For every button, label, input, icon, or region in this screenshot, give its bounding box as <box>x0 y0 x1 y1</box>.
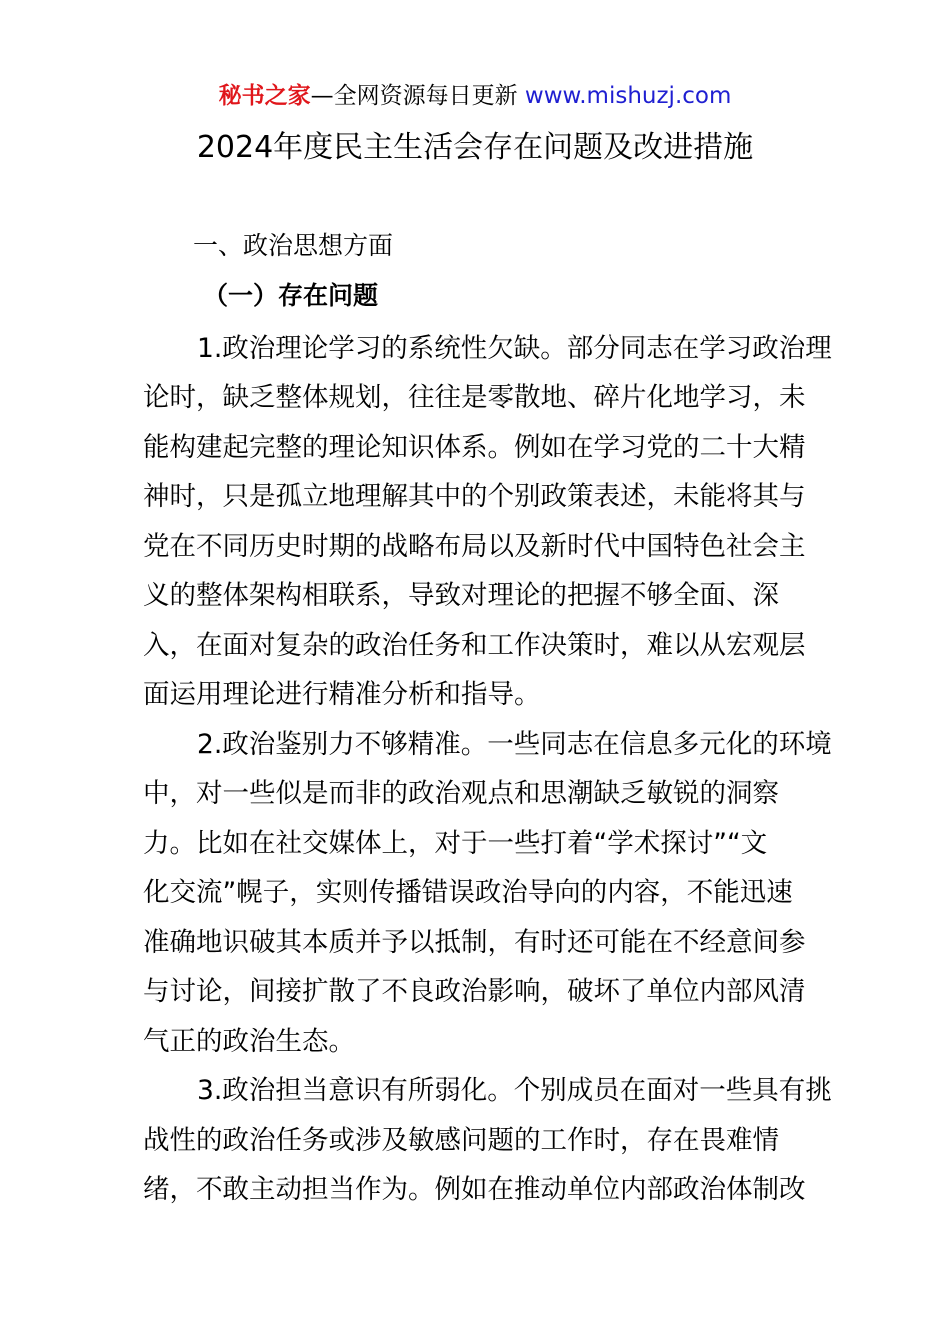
text-line: 面运用理论进行精准分析和指导。 <box>143 679 541 710</box>
text-line: 战性的政治任务或涉及敏感问题的工作时，存在畏难情 <box>143 1125 779 1156</box>
site-url-link[interactable]: www.mishuzj.com <box>524 83 732 109</box>
text-line: 化交流”幌子，实则传播错误政治导向的内容，不能迅速 <box>143 877 793 908</box>
text-line: 与讨论，间接扩散了不良政治影响，破坏了单位内部风清 <box>143 976 806 1007</box>
text-line: 力。比如在社交媒体上，对于一些打着“学术探讨”“文 <box>143 828 768 859</box>
brand-name: 秘书之家 <box>218 83 311 109</box>
text-line: 准确地识破其本质并予以抵制，有时还可能在不经意间参 <box>143 927 806 958</box>
section-heading: 一、政治思想方面 <box>193 231 394 260</box>
text-line: 神时，只是孤立地理解其中的个别政策表述，未能将其与 <box>143 481 806 512</box>
text-line: 2.政治鉴别力不够精准。一些同志在信息多元化的环境 <box>197 729 832 760</box>
text-line: 绪，不敢主动担当作为。例如在推动单位内部政治体制改 <box>143 1174 806 1205</box>
document-title: 2024年度民主生活会存在问题及改进措施 <box>196 130 754 165</box>
header-tagline: —全网资源每日更新 <box>310 83 518 109</box>
text-line: 气正的政治生态。 <box>143 1026 355 1057</box>
site-header <box>0 80 950 112</box>
text-line: 1.政治理论学习的系统性欠缺。部分同志在学习政治理 <box>197 333 832 364</box>
text-line: 3.政治担当意识有所弱化。个别成员在面对一些具有挑 <box>197 1075 832 1106</box>
text-line: 中，对一些似是而非的政治观点和思潮缺乏敏锐的洞察 <box>143 778 779 809</box>
text-line: 党在不同历史时期的战略布局以及新时代中国特色社会主 <box>143 531 806 562</box>
text-line: 论时，缺乏整体规划，往往是零散地、碎片化地学习，未 <box>143 382 806 413</box>
sub-heading: （一）存在问题 <box>203 281 379 310</box>
text-line: 义的整体架构相联系，导致对理论的把握不够全面、深 <box>143 580 779 611</box>
text-line: 入，在面对复杂的政治任务和工作决策时，难以从宏观层 <box>143 630 806 661</box>
text-line: 能构建起完整的理论知识体系。例如在学习党的二十大精 <box>143 432 806 463</box>
